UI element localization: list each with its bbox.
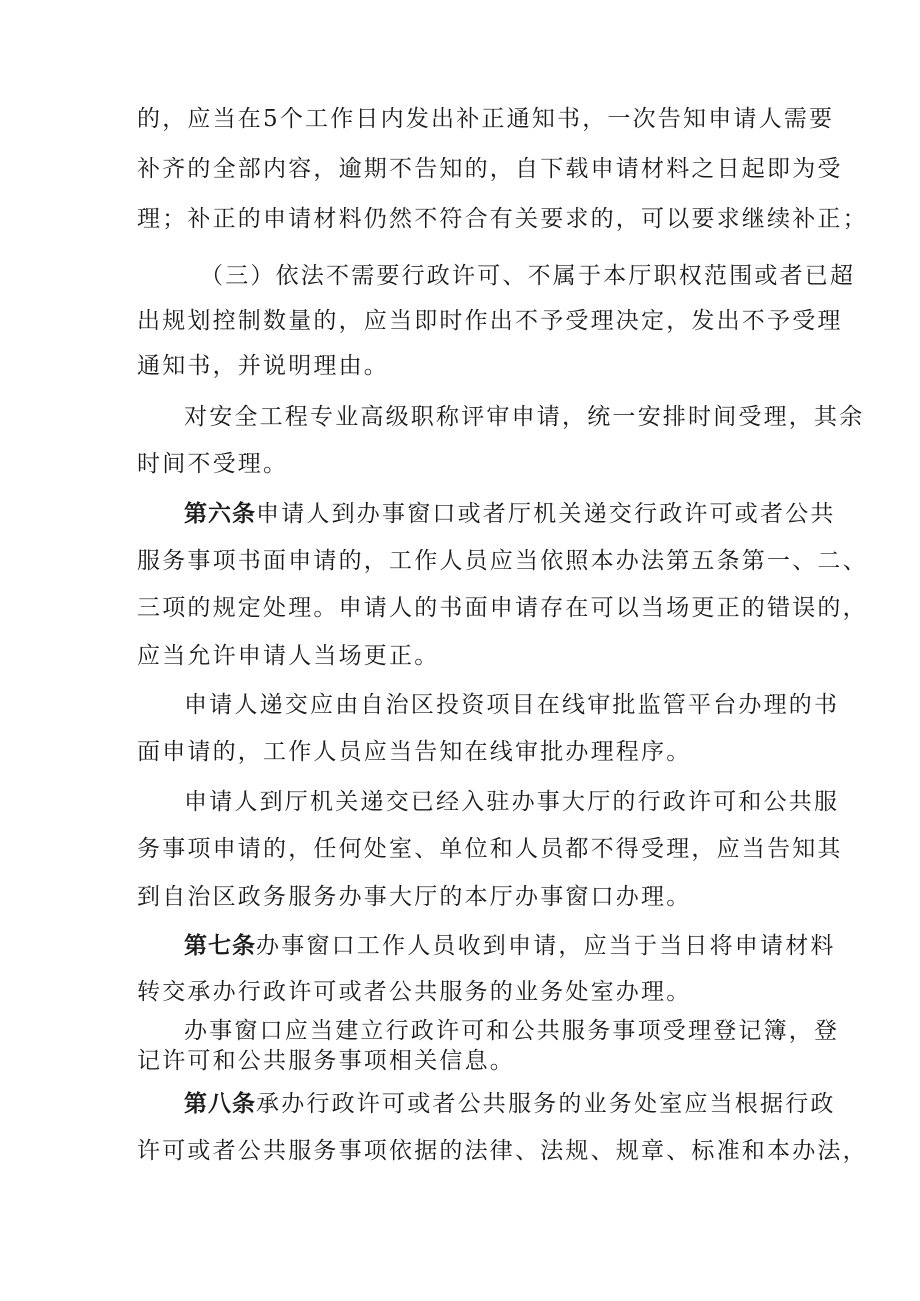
paragraph-line: 对安全工程专业高级职称评审申请，统一安排时间受理，其余 <box>184 404 865 430</box>
paragraph-line: 申请人到厅机关递交已经入驻办事大厅的行政许可和公共服 <box>184 789 840 815</box>
paragraph-line: 通知书，并说明理由。 <box>137 353 389 379</box>
article-eight-title: 第八条 <box>184 1091 256 1117</box>
paragraph-line: 转交承办行政许可或者公共服务的业务处室办理。 <box>137 979 692 1005</box>
article-seven-title: 第七条 <box>184 933 256 959</box>
paragraph-line: 三项的规定处理。申请人的书面申请存在可以当场更正的错误的， <box>137 595 868 621</box>
paragraph-line: 办事窗口应当建立行政许可和公共服务事项受理登记簿，登 <box>184 1018 840 1044</box>
paragraph-text: 承办行政许可或者公共服务的业务处室应当根据行政 <box>256 1091 836 1117</box>
paragraph-line: 出规划控制数量的，应当即时作出不予受理决定，发出不予受理 <box>137 308 843 334</box>
paragraph-line: 理；补正的申请材料仍然不符合有关要求的，可以要求继续补正； <box>137 206 868 232</box>
article-paragraph-first-line <box>184 931 836 961</box>
paragraph-text: 申请人到办事窗口或者厅机关递交行政许可或者公共 <box>256 501 836 527</box>
paragraph-line: 到自治区政务服务办事大厅的本厅办事窗口办理。 <box>137 884 692 910</box>
paragraph-line: 服务事项书面申请的，工作人员应当依照本办法第五条第一、二、 <box>137 548 868 574</box>
paragraph-line: （三）依法不需要行政许可、不属于本厅职权范围或者已超 <box>200 263 856 289</box>
article-paragraph-first-line <box>184 499 836 529</box>
paragraph-line: 应当允许申请人当场更正。 <box>137 643 440 669</box>
paragraph-text: 办事窗口工作人员收到申请，应当于当日将申请材料 <box>256 933 836 959</box>
paragraph-line: 时间不受理。 <box>137 451 289 477</box>
paragraph-line: 许可或者公共服务事项依据的法律、法规、规章、标准和本办法， <box>137 1138 868 1164</box>
paragraph-line: 的，应当在5个工作日内发出补正通知书，一次告知申请人需要 <box>137 106 835 132</box>
article-six-title: 第六条 <box>184 501 256 527</box>
paragraph-line: 申请人递交应由自治区投资项目在线审批监管平台办理的书 <box>184 692 840 718</box>
article-paragraph-first-line <box>184 1089 836 1119</box>
paragraph-line: 记许可和公共服务事项相关信息。 <box>137 1048 515 1074</box>
paragraph-line: 务事项申请的，任何处室、单位和人员都不得受理，应当告知其 <box>137 836 843 862</box>
paragraph-line: 面申请的，工作人员应当告知在线审批办理程序。 <box>137 739 692 765</box>
paragraph-line: 补齐的全部内容，逾期不告知的，自下载申请材料之日起即为受 <box>137 156 843 182</box>
